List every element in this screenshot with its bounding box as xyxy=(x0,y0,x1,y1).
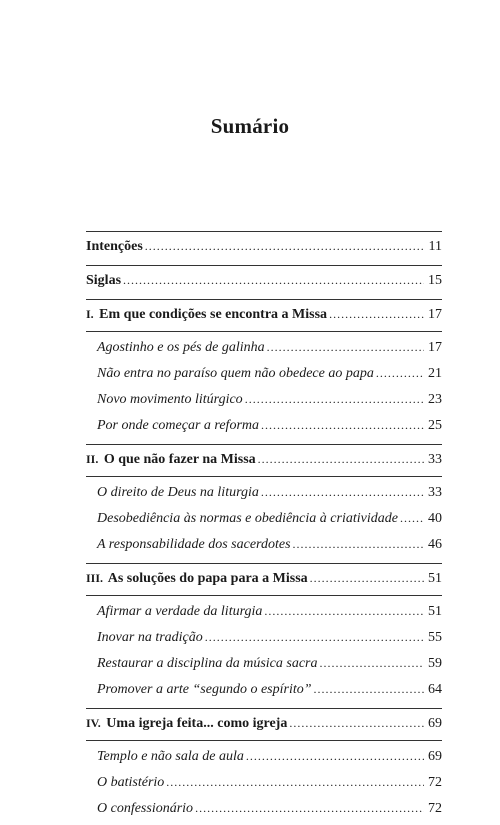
page-number: 64 xyxy=(428,682,442,697)
chapter-label xyxy=(86,305,327,324)
divider xyxy=(86,444,442,445)
toc-section[interactable] xyxy=(86,628,442,654)
section-label: Restaurar a disciplina da música sacra xyxy=(97,656,318,671)
table-of-contents xyxy=(86,229,442,825)
toc-section[interactable] xyxy=(86,509,442,535)
dot-leader xyxy=(123,271,424,289)
dot-leader xyxy=(310,569,424,587)
section-label: Templo e não sala de aula xyxy=(97,749,244,764)
page-number: 51 xyxy=(428,604,442,619)
divider xyxy=(86,265,442,266)
dot-leader xyxy=(195,799,424,817)
divider xyxy=(86,595,442,596)
divider xyxy=(86,476,442,477)
dot-leader xyxy=(329,305,424,323)
toc-entry-intencoes[interactable] xyxy=(86,237,442,263)
chapter-label xyxy=(86,450,256,469)
section-label: Inovar na tradição xyxy=(97,630,203,645)
page-number: 72 xyxy=(428,801,442,816)
dot-leader xyxy=(246,747,424,765)
toc-entry-siglas[interactable] xyxy=(86,271,442,297)
dot-leader xyxy=(145,237,424,255)
section-label: Agostinho e os pés de galinha xyxy=(97,340,265,355)
toc-section[interactable] xyxy=(86,680,442,706)
dot-leader xyxy=(261,416,424,434)
toc-section[interactable] xyxy=(86,535,442,561)
divider xyxy=(86,708,442,709)
dot-leader xyxy=(205,628,424,646)
divider xyxy=(86,563,442,564)
toc-section[interactable] xyxy=(86,338,442,364)
dot-leader xyxy=(258,450,424,468)
dot-leader xyxy=(376,364,424,382)
page-number: 17 xyxy=(428,307,442,322)
toc-section[interactable] xyxy=(86,416,442,442)
chapter-title: As soluções do papa para a Missa xyxy=(107,571,308,586)
dot-leader xyxy=(261,483,424,501)
toc-section[interactable] xyxy=(86,483,442,509)
chapter-numeral: IV. xyxy=(86,716,101,730)
entry-label: Siglas xyxy=(86,273,122,288)
dot-leader xyxy=(289,714,424,732)
chapter-title: Em que condições se encontra a Missa xyxy=(99,307,328,322)
section-label: A responsabilidade dos sacerdotes xyxy=(97,537,291,552)
chapter-numeral: I. xyxy=(86,307,94,321)
divider xyxy=(86,299,442,300)
section-label: O direito de Deus na liturgia xyxy=(97,485,259,500)
divider xyxy=(86,231,442,232)
page-number: 25 xyxy=(428,418,442,433)
chapter-numeral: II. xyxy=(86,452,99,466)
dot-leader xyxy=(320,654,425,672)
toc-section[interactable] xyxy=(86,364,442,390)
section-label: Por onde começar a reforma xyxy=(97,418,260,433)
dot-leader xyxy=(264,602,424,620)
dot-leader xyxy=(293,535,424,553)
page-title: Sumário xyxy=(210,114,290,138)
page-number: 15 xyxy=(428,273,442,288)
page-number: 23 xyxy=(428,392,442,407)
entry-label: Intenções xyxy=(86,239,143,254)
page-number: 59 xyxy=(428,656,442,671)
page-number: 69 xyxy=(428,749,442,764)
divider xyxy=(86,740,442,741)
section-label: Não entra no paraíso quem não obedece ao papa xyxy=(97,366,374,381)
dot-leader xyxy=(245,390,424,408)
page-number: 69 xyxy=(428,716,442,731)
toc-chapter-3[interactable] xyxy=(86,569,442,595)
toc-chapter-4[interactable] xyxy=(86,714,442,740)
page-number: 46 xyxy=(428,537,442,552)
page-number: 11 xyxy=(428,239,442,254)
page-number: 51 xyxy=(428,571,442,586)
dot-leader xyxy=(314,680,424,698)
section-label: Afirmar a verdade da liturgia xyxy=(97,604,263,619)
page-number: 40 xyxy=(428,511,442,526)
page-number: 33 xyxy=(428,452,442,467)
page-number: 72 xyxy=(428,775,442,790)
chapter-title: O que não fazer na Missa xyxy=(103,452,256,467)
dot-leader xyxy=(267,338,424,356)
section-label: Desobediência às normas e obediência à criatividade xyxy=(97,511,398,526)
page-number: 33 xyxy=(428,485,442,500)
toc-chapter-1[interactable] xyxy=(86,305,442,331)
chapter-label xyxy=(86,714,287,733)
divider xyxy=(86,331,442,332)
toc-section[interactable] xyxy=(86,654,442,680)
chapter-title: Uma igreja feita... como igreja xyxy=(106,716,288,731)
page-number: 55 xyxy=(428,630,442,645)
dot-leader xyxy=(400,509,424,527)
toc-chapter-2[interactable] xyxy=(86,450,442,476)
section-label: O confessionário xyxy=(97,801,194,816)
page-number: 21 xyxy=(428,366,442,381)
page-number: 17 xyxy=(428,340,442,355)
toc-section[interactable] xyxy=(86,799,442,825)
section-label: O batistério xyxy=(97,775,165,790)
toc-section[interactable] xyxy=(86,390,442,416)
toc-section[interactable] xyxy=(86,602,442,628)
section-label: Novo movimento litúrgico xyxy=(97,392,243,407)
chapter-numeral: III. xyxy=(86,571,104,585)
section-label: Promover a arte “segundo o espírito” xyxy=(97,682,312,697)
toc-section[interactable] xyxy=(86,773,442,799)
toc-section[interactable] xyxy=(86,747,442,773)
dot-leader xyxy=(166,773,424,791)
chapter-label xyxy=(86,569,308,588)
